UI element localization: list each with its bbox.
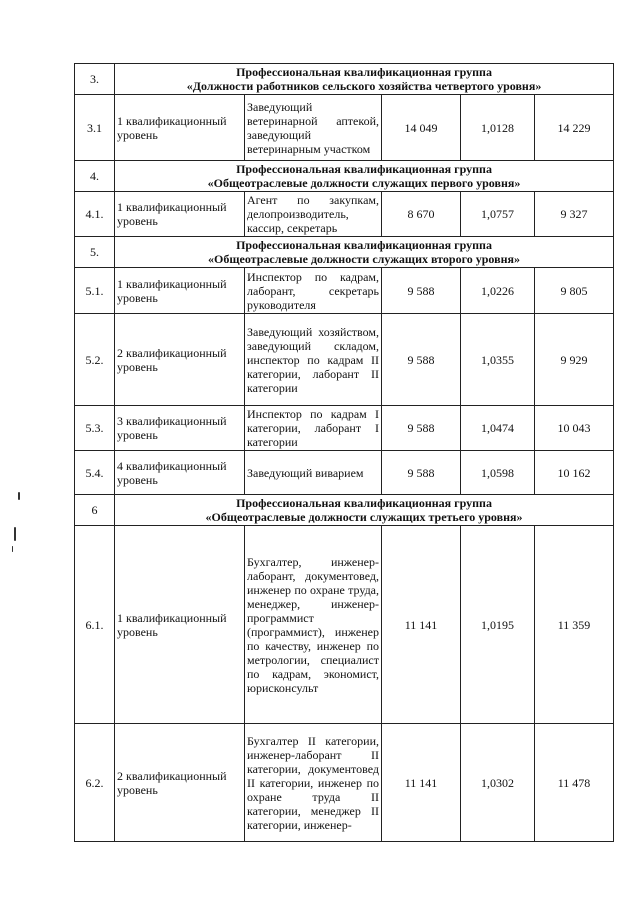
table-row <box>75 724 614 842</box>
coefficient: 1,0474 <box>461 406 535 451</box>
qualification-table <box>74 63 614 842</box>
base-salary: 9 588 <box>382 314 461 406</box>
base-salary: 11 141 <box>382 724 461 842</box>
qualification-level: 1 квалификационный уровень <box>115 192 245 237</box>
base-salary: 9 588 <box>382 451 461 495</box>
group-title <box>115 64 614 95</box>
table-row <box>75 95 614 161</box>
qualification-level: 4 квалификационный уровень <box>115 451 245 495</box>
total-salary: 14 229 <box>535 95 614 161</box>
coefficient: 1,0355 <box>461 314 535 406</box>
base-salary: 8 670 <box>382 192 461 237</box>
total-salary: 11 359 <box>535 526 614 724</box>
qualification-level: 1 квалификационный уровень <box>115 95 245 161</box>
total-salary: 9 929 <box>535 314 614 406</box>
row-number: 5.1. <box>75 268 115 314</box>
coefficient: 1,0598 <box>461 451 535 495</box>
group-title <box>115 237 614 268</box>
base-salary: 9 588 <box>382 406 461 451</box>
table-row <box>75 526 614 724</box>
scan-mark <box>12 546 13 552</box>
positions-list: Заведующий виварием <box>245 451 382 495</box>
table-body <box>75 64 614 842</box>
group-title-line-1: Профессиональная квалификационная группа <box>236 496 492 510</box>
scan-mark <box>14 527 16 541</box>
row-number: 6 <box>75 495 115 526</box>
coefficient: 1,0302 <box>461 724 535 842</box>
positions-list: Инспектор по кадрам, лаборант, секретарь руководителя <box>245 268 382 314</box>
total-salary: 10 043 <box>535 406 614 451</box>
row-number: 6.1. <box>75 526 115 724</box>
group-row <box>75 495 614 526</box>
total-salary: 10 162 <box>535 451 614 495</box>
base-salary: 11 141 <box>382 526 461 724</box>
group-row <box>75 161 614 192</box>
row-number: 6.2. <box>75 724 115 842</box>
qualification-level: 1 квалификационный уровень <box>115 526 245 724</box>
group-title-line-1: Профессиональная квалификационная группа <box>236 65 492 79</box>
group-title-line-2: «Должности работников сельского хозяйства четвертого уровня» <box>186 79 542 93</box>
total-salary: 9 327 <box>535 192 614 237</box>
row-number: 5.2. <box>75 314 115 406</box>
table-row <box>75 406 614 451</box>
row-number: 5. <box>75 237 115 268</box>
group-title <box>115 161 614 192</box>
positions-list: Заведующий хозяйством, заведующий складом, инспектор по кадрам II категории, лаборант II категории <box>245 314 382 406</box>
coefficient: 1,0757 <box>461 192 535 237</box>
group-title-line-2: «Общеотраслевые должности служащих второго уровня» <box>208 252 520 266</box>
coefficient: 1,0195 <box>461 526 535 724</box>
scan-mark <box>18 492 20 500</box>
table-row <box>75 451 614 495</box>
base-salary: 9 588 <box>382 268 461 314</box>
table-row <box>75 268 614 314</box>
positions-list: Агент по закупкам, делопроизводитель, кассир, секретарь <box>245 192 382 237</box>
group-row <box>75 237 614 268</box>
total-salary: 9 805 <box>535 268 614 314</box>
row-number: 4.1. <box>75 192 115 237</box>
coefficient: 1,0226 <box>461 268 535 314</box>
group-row <box>75 64 614 95</box>
qualification-level: 2 квалификационный уровень <box>115 724 245 842</box>
qualification-level: 3 квалификационный уровень <box>115 406 245 451</box>
qualification-level: 2 квалификационный уровень <box>115 314 245 406</box>
row-number: 5.3. <box>75 406 115 451</box>
row-number: 5.4. <box>75 451 115 495</box>
positions-list: Бухгалтер II категории, инженер-лаборант II категории, документовед II категории, инженер по охране труда II категории, менеджер II категории, инженер- <box>245 724 382 842</box>
group-title-line-1: Профессиональная квалификационная группа <box>236 162 492 176</box>
row-number: 3. <box>75 64 115 95</box>
group-title-line-2: «Общеотраслевые должности служащих первого уровня» <box>207 176 521 190</box>
positions-list: Заведующий ветеринарной аптекой, заведующий ветеринарным участком <box>245 95 382 161</box>
group-title-line-1: Профессиональная квалификационная группа <box>236 238 492 252</box>
row-number: 3.1 <box>75 95 115 161</box>
table-row <box>75 192 614 237</box>
qualification-level: 1 квалификационный уровень <box>115 268 245 314</box>
coefficient: 1,0128 <box>461 95 535 161</box>
table-row <box>75 314 614 406</box>
group-title <box>115 495 614 526</box>
row-number: 4. <box>75 161 115 192</box>
positions-list: Инспектор по кадрам I категории, лаборант I категории <box>245 406 382 451</box>
group-title-line-2: «Общеотраслевые должности служащих третьего уровня» <box>205 510 523 524</box>
positions-list: Бухгалтер, инженер-лаборант, документовед, инженер по охране труда, менеджер, инженер-программист (программист), инженер по качеству, инженер по метрологии, специалист по кадрам, экономист, юрисконсульт <box>245 526 382 724</box>
total-salary: 11 478 <box>535 724 614 842</box>
base-salary: 14 049 <box>382 95 461 161</box>
